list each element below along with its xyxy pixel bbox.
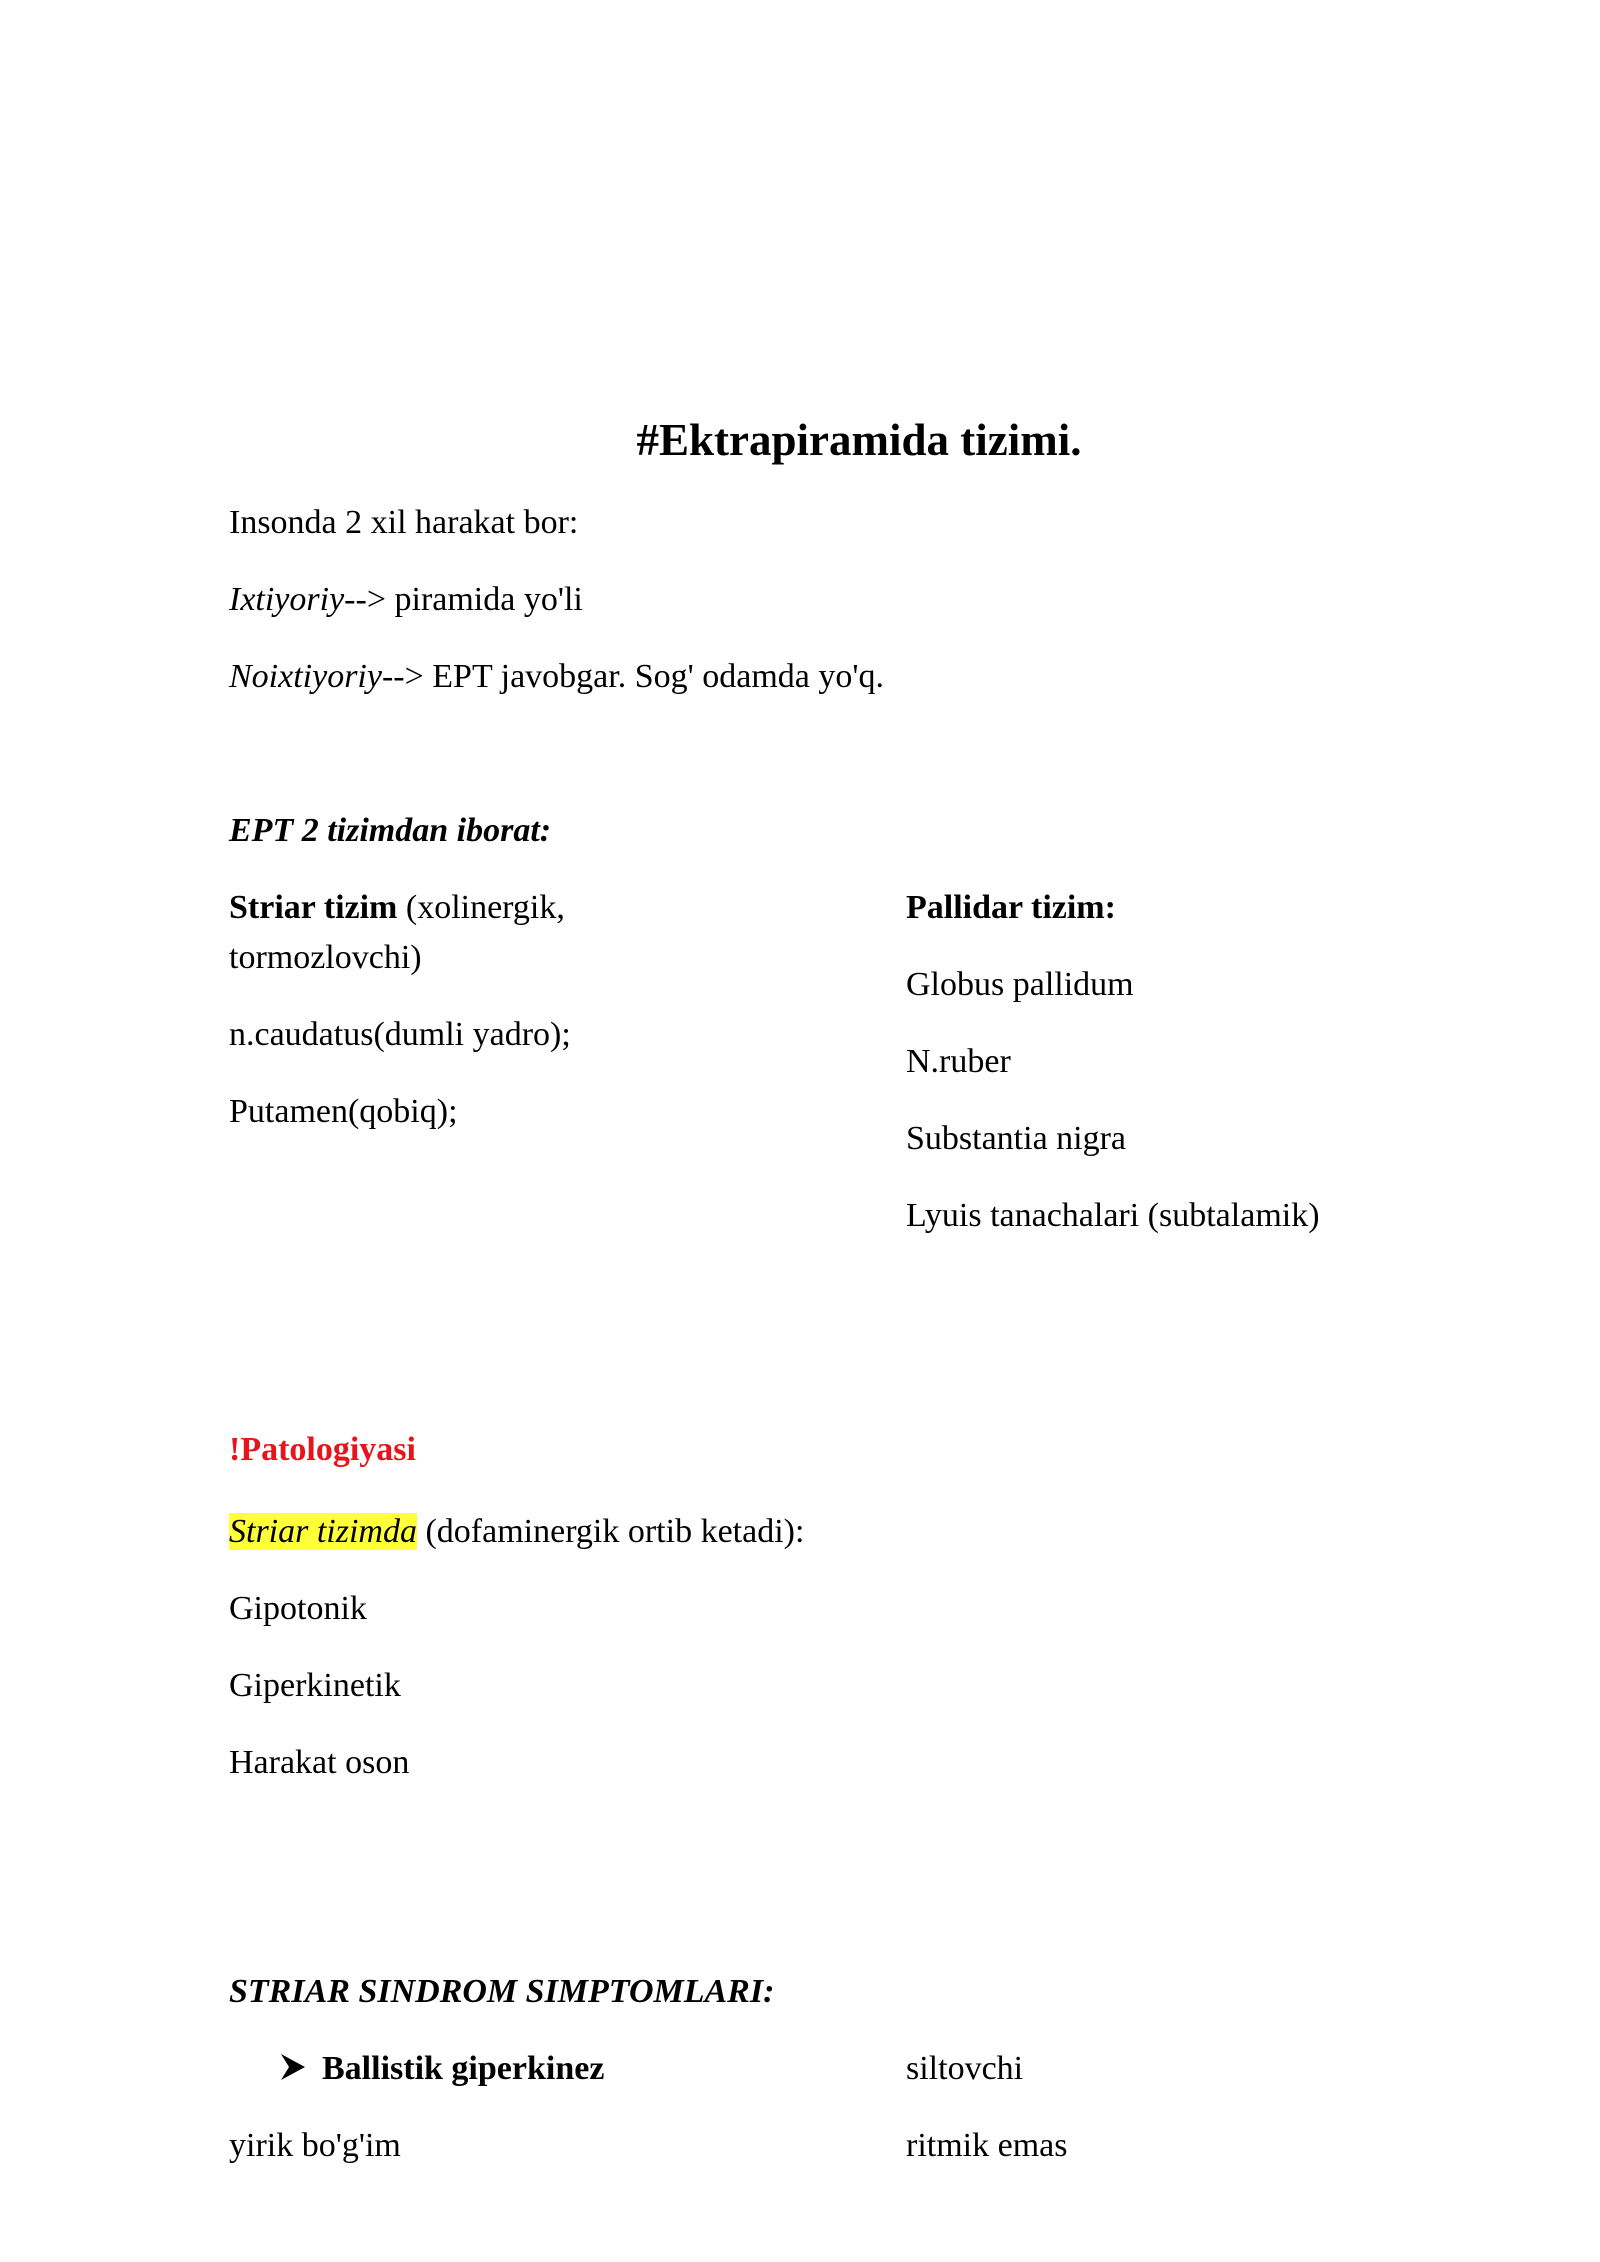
voluntary-term: Ixtiyoriy [229, 581, 345, 618]
ept-heading: EPT 2 tizimdan iborat: [229, 812, 552, 849]
intro-line: Insonda 2 xil harakat bor: [229, 504, 579, 541]
striar-heading-cont: tormozlovchi) [229, 939, 422, 976]
involuntary-desc: --> EPT javobgar. Sog' odamda yo'q. [381, 658, 884, 695]
pallidar-item: Substantia nigra [906, 1120, 1127, 1157]
pallidar-item: N.ruber [906, 1043, 1011, 1080]
bullet-label: Ballistik giperkinez [322, 2050, 605, 2087]
intro-voluntary [229, 575, 583, 625]
patologiya-desc: (dofaminergik ortib ketadi): [416, 1513, 805, 1550]
simptom-bullet-item [278, 2044, 604, 2094]
striar-item: n.caudatus(dumli yadro); [229, 1016, 571, 1053]
striar-heading-paren: (xolinergik, [397, 889, 565, 926]
involuntary-term: Noixtiyoriy [229, 658, 382, 695]
pallidar-heading: Pallidar tizim: [906, 889, 1116, 926]
pallidar-item: Lyuis tanachalari (subtalamik) [906, 1197, 1320, 1234]
highlighted-term: Striar tizimda [229, 1513, 417, 1550]
voluntary-desc: --> piramida yo'li [344, 581, 583, 618]
arrow-bullet-icon [278, 2052, 308, 2082]
simptom-desc: ritmik emas [906, 2127, 1068, 2164]
patologiya-striar-line [229, 1507, 804, 1557]
simptom-desc: siltovchi [906, 2050, 1024, 2087]
patologiya-item: Harakat oson [229, 1744, 410, 1781]
striar-item: Putamen(qobiq); [229, 1093, 458, 1130]
striar-heading-bold: Striar tizim [229, 889, 398, 926]
page-title: #Ektrapiramida tizimi. [636, 415, 1082, 465]
intro-involuntary [229, 652, 884, 702]
striar-heading [229, 883, 565, 933]
patologiya-heading: !Patologiyasi [229, 1431, 416, 1468]
simptomlar-heading: STRIAR SINDROM SIMPTOMLARI: [229, 1973, 775, 2010]
patologiya-item: Gipotonik [229, 1590, 367, 1627]
simptom-desc: yirik bo'g'im [229, 2127, 401, 2164]
patologiya-item: Giperkinetik [229, 1667, 401, 1704]
pallidar-item: Globus pallidum [906, 966, 1134, 1003]
